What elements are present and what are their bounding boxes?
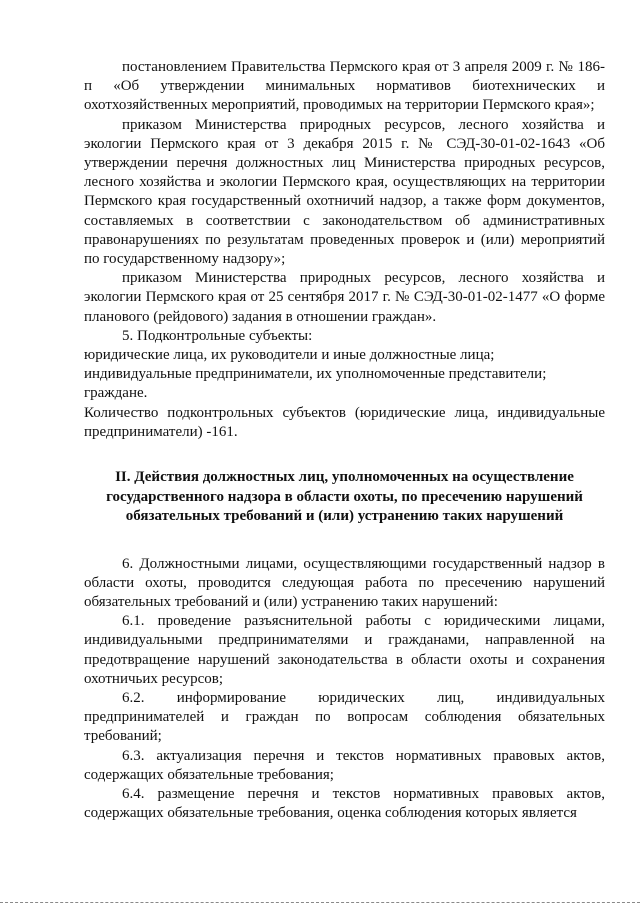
- paragraph: 6.4. размещение перечня и текстов нормативных правовых актов, содержащих обязательные требования, оценка соблюдения которых является: [84, 786, 605, 822]
- page-edge-rule: [0, 902, 640, 904]
- section-heading-line: II. Действия должностных лиц, уполномоченных на осуществление: [115, 469, 574, 486]
- paragraph: граждане.: [84, 385, 148, 402]
- section-heading-line: обязательных требований и (или) устранению таких нарушений: [125, 508, 564, 525]
- section-heading: [84, 468, 605, 527]
- paragraph: 6. Должностными лицами, осуществляющими государственный надзор в области охоты, проводится следующая работа по пресечению нарушений обязательных требований и (или) устранению таких нарушений:: [84, 555, 605, 610]
- paragraph: юридические лица, их руководители и иные должностные лица;: [84, 347, 495, 364]
- paragraph: индивидуальные предприниматели, их уполномоченные представители;: [84, 366, 547, 383]
- paragraph: приказом Министерства природных ресурсов, лесного хозяйства и экологии Пермского края от 25 сентября 2017 г. № СЭД-30-01-02-1477 «О форме планового (рейдового) задания в отношении граждан».: [84, 270, 605, 325]
- paragraph: 6.1. проведение разъяснительной работы с юридическими лицами, индивидуальными предпринимателями и гражданами, направленной на предотвращение нарушений законодательства в области охоты и сохранения охотничьих ресурсов;: [84, 613, 605, 687]
- paragraphs-top: [84, 58, 605, 442]
- document-body: [84, 58, 605, 823]
- paragraph: приказом Министерства природных ресурсов, лесного хозяйства и экологии Пермского края от 3 декабря 2015 г. № СЭД-30-01-02-1643 «Об утверждении перечня должностных лиц Министерства природных ресурсов, лесного хозяйства и экологии Пермского края, осуществляющих на территории Пермского края государственный охотничий надзор, а также форм документов, составляемых в соответствии с законодательством об административных правонарушениях по результатам проведенных проверок и (или) мероприятий по государственному надзору»;: [84, 116, 605, 268]
- section-heading-line: государственного надзора в области охоты, по пресечению нарушений: [106, 488, 583, 505]
- paragraph: постановлением Правительства Пермского края от 3 апреля 2009 г. № 186-п «Об утверждении минимальных нормативов биотехнических и охотхозяйственных мероприятий, проводимых на территории Пермского края»;: [84, 59, 605, 114]
- paragraph: 6.2. информирование юридических лиц, индивидуальных предпринимателей и граждан по вопросам соблюдения обязательных требований;: [84, 689, 605, 745]
- paragraphs-bottom: [84, 555, 605, 824]
- paragraph: 5. Подконтрольные субъекты:: [122, 327, 313, 344]
- paragraph: 6.3. актуализация перечня и текстов нормативных правовых актов, содержащих обязательные требования;: [84, 747, 605, 783]
- paragraph: Количество подконтрольных субъектов (юридические лица, индивидуальные предприниматели) -161.: [84, 404, 605, 440]
